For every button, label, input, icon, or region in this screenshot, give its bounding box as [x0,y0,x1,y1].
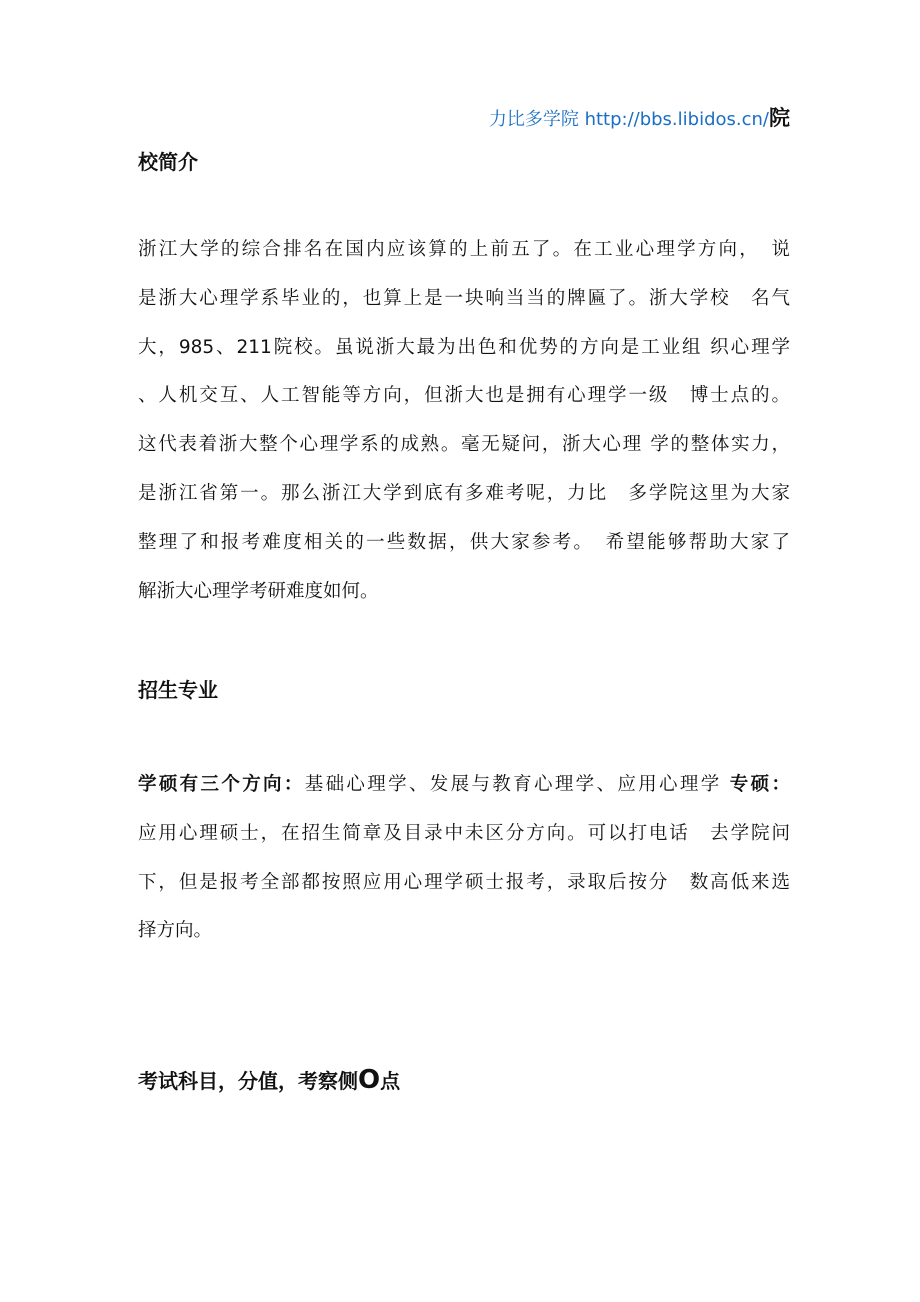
intro-line: 是浙江省第一。那么浙江大学到底有多难考呢，力比 多学院这里为大家 [138,482,790,504]
majors-paragraph [138,761,790,956]
exam-title-text: 考试科目，分值，考察侧 [138,1069,358,1093]
section-title-intro: 校简介 [138,150,198,174]
site-url-link[interactable]: http://bbs.libidos.cn/ [584,109,769,130]
majors-line: 下，但是报考全部都按照应用心理学硕士报考，录取后按分 数高低来选 [138,871,790,893]
intro-line: 解浙大心理学考研难度如何。 [138,580,379,602]
intro-line: 这代表着浙大整个心理学系的成熟。毫无疑问，浙大心理 学的整体实力， [138,434,790,456]
majors-line: 择方向。 [138,920,213,942]
majors-line: 应用心理硕士，在招生简章及目录中未区分方向。可以打电话 去学院问 [138,822,790,844]
intro-line: 浙江大学的综合排名在国内应该算的上前五了。在工业心理学方向， 说 [138,239,790,260]
intro-line: 整理了和报考难度相关的一些数据，供大家参考。 希望能够帮助大家了 [138,531,790,553]
section-title-majors: 招生专业 [138,678,218,702]
header-tail-char: 院 [769,106,790,130]
header-watermark [489,104,790,134]
section-title-exam [138,1066,400,1095]
majors-first-line [138,761,790,810]
intro-line: 大，985、211院校。虽说浙大最为出色和优势的方向是工业组 织心理学 [138,336,790,358]
exam-title-o: O [358,1065,381,1095]
academic-directions: 基础心理学、发展与教育心理学、应用心理学 [304,774,722,795]
site-name[interactable]: 力比多学院 [488,109,579,130]
professional-label: 专硕： [729,774,790,795]
intro-paragraph [138,226,790,616]
intro-line: 是浙大心理学系毕业的，也算上是一块响当当的牌匾了。浙大学校 名气 [138,287,790,309]
intro-line: 、人机交互、人工智能等方向，但浙大也是拥有心理学一级 博士点的。 [138,385,790,407]
academic-label: 学硕有三个方向： [138,774,305,795]
exam-title-end: 点 [380,1069,401,1093]
